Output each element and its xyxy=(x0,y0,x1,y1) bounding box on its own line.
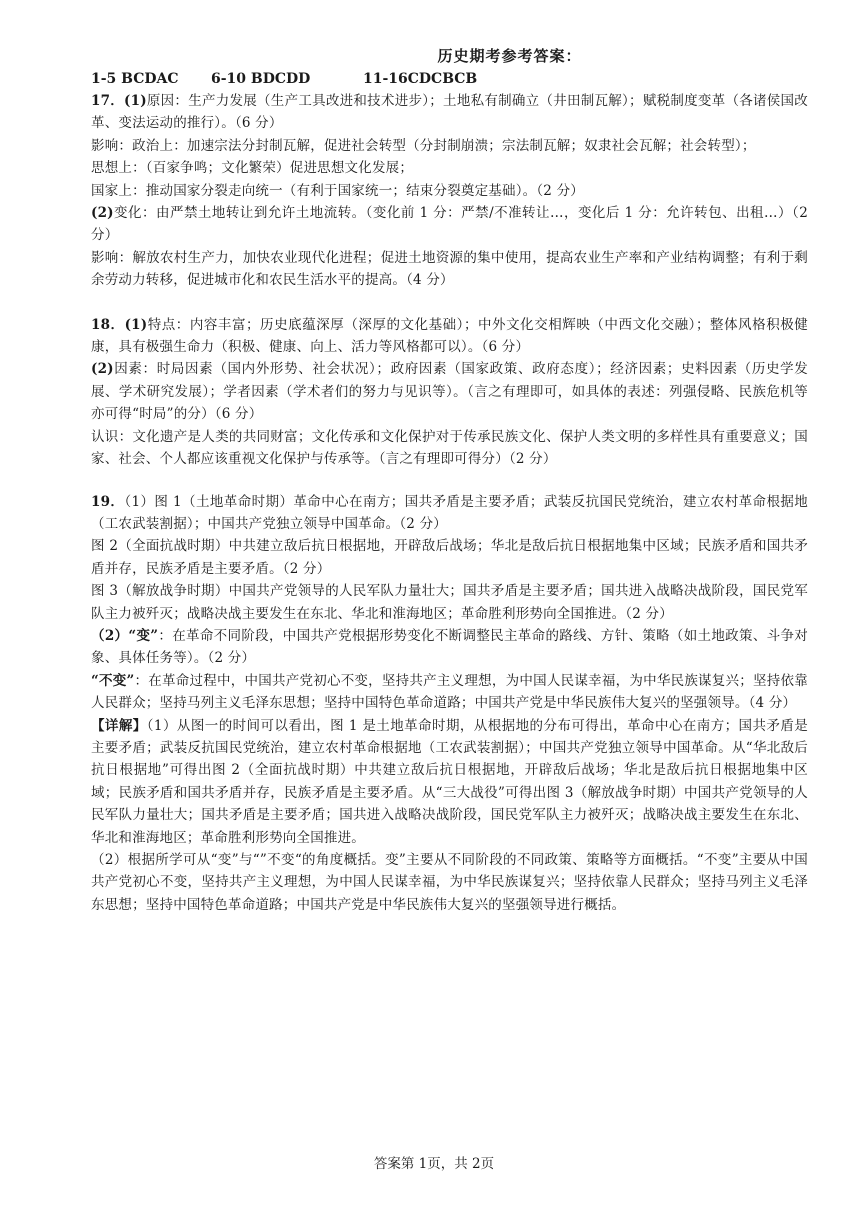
mc-answers-6-10: 6-10 BDCDD xyxy=(211,71,311,87)
q18-part2-factors: (2)因素：时局因素（国内外形势、社会状况）；政府因素（国家政策、政府态度）；经济因素；史料因素（历史学发展、学术研究发展）；学者因素（学术者们的努力与见识等）。（言之有理即可，如具体的表述：列强侵略、民族危机等亦可得“时局”的分）（6 分） xyxy=(91,361,808,423)
spacer xyxy=(91,292,808,314)
q18-part2-label: (2) xyxy=(91,361,114,378)
multiple-choice-answers xyxy=(91,68,808,90)
q18-part2-understanding: 认识：文化遗产是人类的共同财富；文化传承和文化保护对于传承民族文化、保护人类文明的多样性具有重要意义；国家、社会、个人都应该重视文化保护与传承等。（言之有理即可得分）（2 分） xyxy=(91,428,808,468)
q19-unchanged-label: “不变” xyxy=(91,672,135,689)
q17-part1-label: (1) xyxy=(124,93,147,109)
q17-part1-reason: 17．(1)原因：生产力发展（生产工具改进和技术进步）；土地私有制确立（井田制瓦解）；赋税制度变革（各诸侯国改革、变法运动的推行）。（6 分） xyxy=(91,93,808,132)
q17-part2-impact: 影响：解放农村生产力，加快农业现代化进程；促进土地资源的集中使用，提高农业生产率和产业结构调整；有利于剩余劳动力转移，促进城市化和农民生活水平的提高。（4 分） xyxy=(91,249,808,289)
q17-part1-impact-politics: 影响：政治上：加速宗法分封制瓦解，促进社会转型（分封制崩溃；宗法制瓦解；奴隶社会瓦解；社会转型）； xyxy=(91,137,756,154)
q19-part1-figure3: 图 3（解放战争时期）中国共产党领导的人民军队力量壮大；国共矛盾是主要矛盾；国共进入战略决战阶段，国民党军队主力被歼灭；战略决战主要发生在东北、华北和淮海地区；革命胜利形势向全国推进。（2 分） xyxy=(91,583,808,622)
q19-explanation-part1: 【详解】（1）从图一的时间可以看出，图 1 是土地革命时期，从根据地的分布可得出，革命中心在南方；国共矛盾是主要矛盾；武装反抗国民党统治，建立农村革命根据地（工农武装割据）；中国共产党独立领导中国革命。从“华北敌后抗日根据地”可得出图 2（全面抗战时期）中共建立敌后抗日根据地，开辟敌后战场；华北是敌后抗日根据地集中区域；民族矛盾和国共矛盾并存，民族矛盾是主要矛盾。从“三大战役”可得出图 3（解放战争时期）中国共产党领导的人民军队力量壮大；国共矛盾是主要矛盾；国共进入战略决战阶段，国民党军队主力被歼灭；战略决战主要发生在东北、华北和淮海地区；革命胜利形势向全国推进。 xyxy=(91,717,808,846)
q18-number: 18． xyxy=(91,316,125,333)
mc-answers-1-5: 1-5 BCDAC xyxy=(91,71,179,87)
q17-part2-label: (2) xyxy=(91,205,114,222)
q17-part1-impact-thought: 思想上：（百家争鸣；文化繁荣）促进思想文化发展； xyxy=(91,160,414,177)
page-footer: 答案第 1页，共 2页 xyxy=(373,1156,495,1172)
q19-explanation-part2: （2）根据所学可从“变”与“”不变“的角度概括。变”主要从不同阶段的不同政策、策略等方面概括。“不变”主要从中国共产党初心不变，坚持共产主义理想，为中国人民谋幸福，为中华民族谋复兴；坚持依靠人民群众；坚持马列主义毛泽东思想；坚持中国特色革命道路；中国共产党是中华民族伟大复兴的坚强领导进行概括。 xyxy=(91,852,808,913)
q19-number: 19． xyxy=(91,493,125,510)
q17-part1-impact-nation: 国家上：推动国家分裂走向统一（有利于国家统一；结束分裂奠定基础）。（2 分） xyxy=(91,182,584,199)
q19-part1-figure2: 图 2（全面抗战时期）中共建立敌后抗日根据地，开辟敌后战场；华北是敌后抗日根据地集中区域；民族矛盾和国共矛盾并存，民族矛盾是主要矛盾。（2 分） xyxy=(91,538,808,577)
q19-explanation-label: 【详解】 xyxy=(91,717,147,734)
q19-change-label: （2）“变” xyxy=(91,627,159,644)
q19-part2-change: （2）“变”：在革命不同阶段，中国共产党根据形势变化不断调整民主革命的路线、方针、策略（如土地政策、斗争对象、具体任务等）。（2 分） xyxy=(91,627,808,667)
q18-part1-label: (1) xyxy=(124,316,148,333)
mc-answers-11-16: 11-16CDCBCB xyxy=(363,71,478,87)
q19-part1-figure1: 19．（1）图 1（土地革命时期）革命中心在南方；国共矛盾是主要矛盾；武装反抗国民党统治，建立农村革命根据地（工农武装割据）；中国共产党独立领导中国革命。（2 分） xyxy=(91,493,809,532)
page-title: 历史期考参考答案： xyxy=(437,47,582,65)
q17-part2-change: (2)变化：由严禁土地转让到允许土地流转。（变化前 1 分：严禁/不准转让…，变化后 1 分：允许转包、出租…）（2 分） xyxy=(91,205,808,244)
q17-number: 17． xyxy=(91,93,125,109)
q18-part1-features: 18．(1)特点：内容丰富；历史底蕴深厚（深厚的文化基础）；中外文化交相辉映（中西文化交融）；整体风格积极健康，具有极强生命力（积极、健康、向上、活力等风格都可以）。（6 分） xyxy=(91,316,808,356)
spacer xyxy=(91,471,808,491)
q19-part2-unchanged: “不变”：在革命过程中，中国共产党初心不变，坚持共产主义理想，为中国人民谋幸福，为中华民族谋复兴；坚持依靠人民群众；坚持马列主义毛泽东思想；坚持中国特色革命道路；中国共产党是中华民族伟大复兴的坚强领导。（4 分） xyxy=(91,672,808,712)
